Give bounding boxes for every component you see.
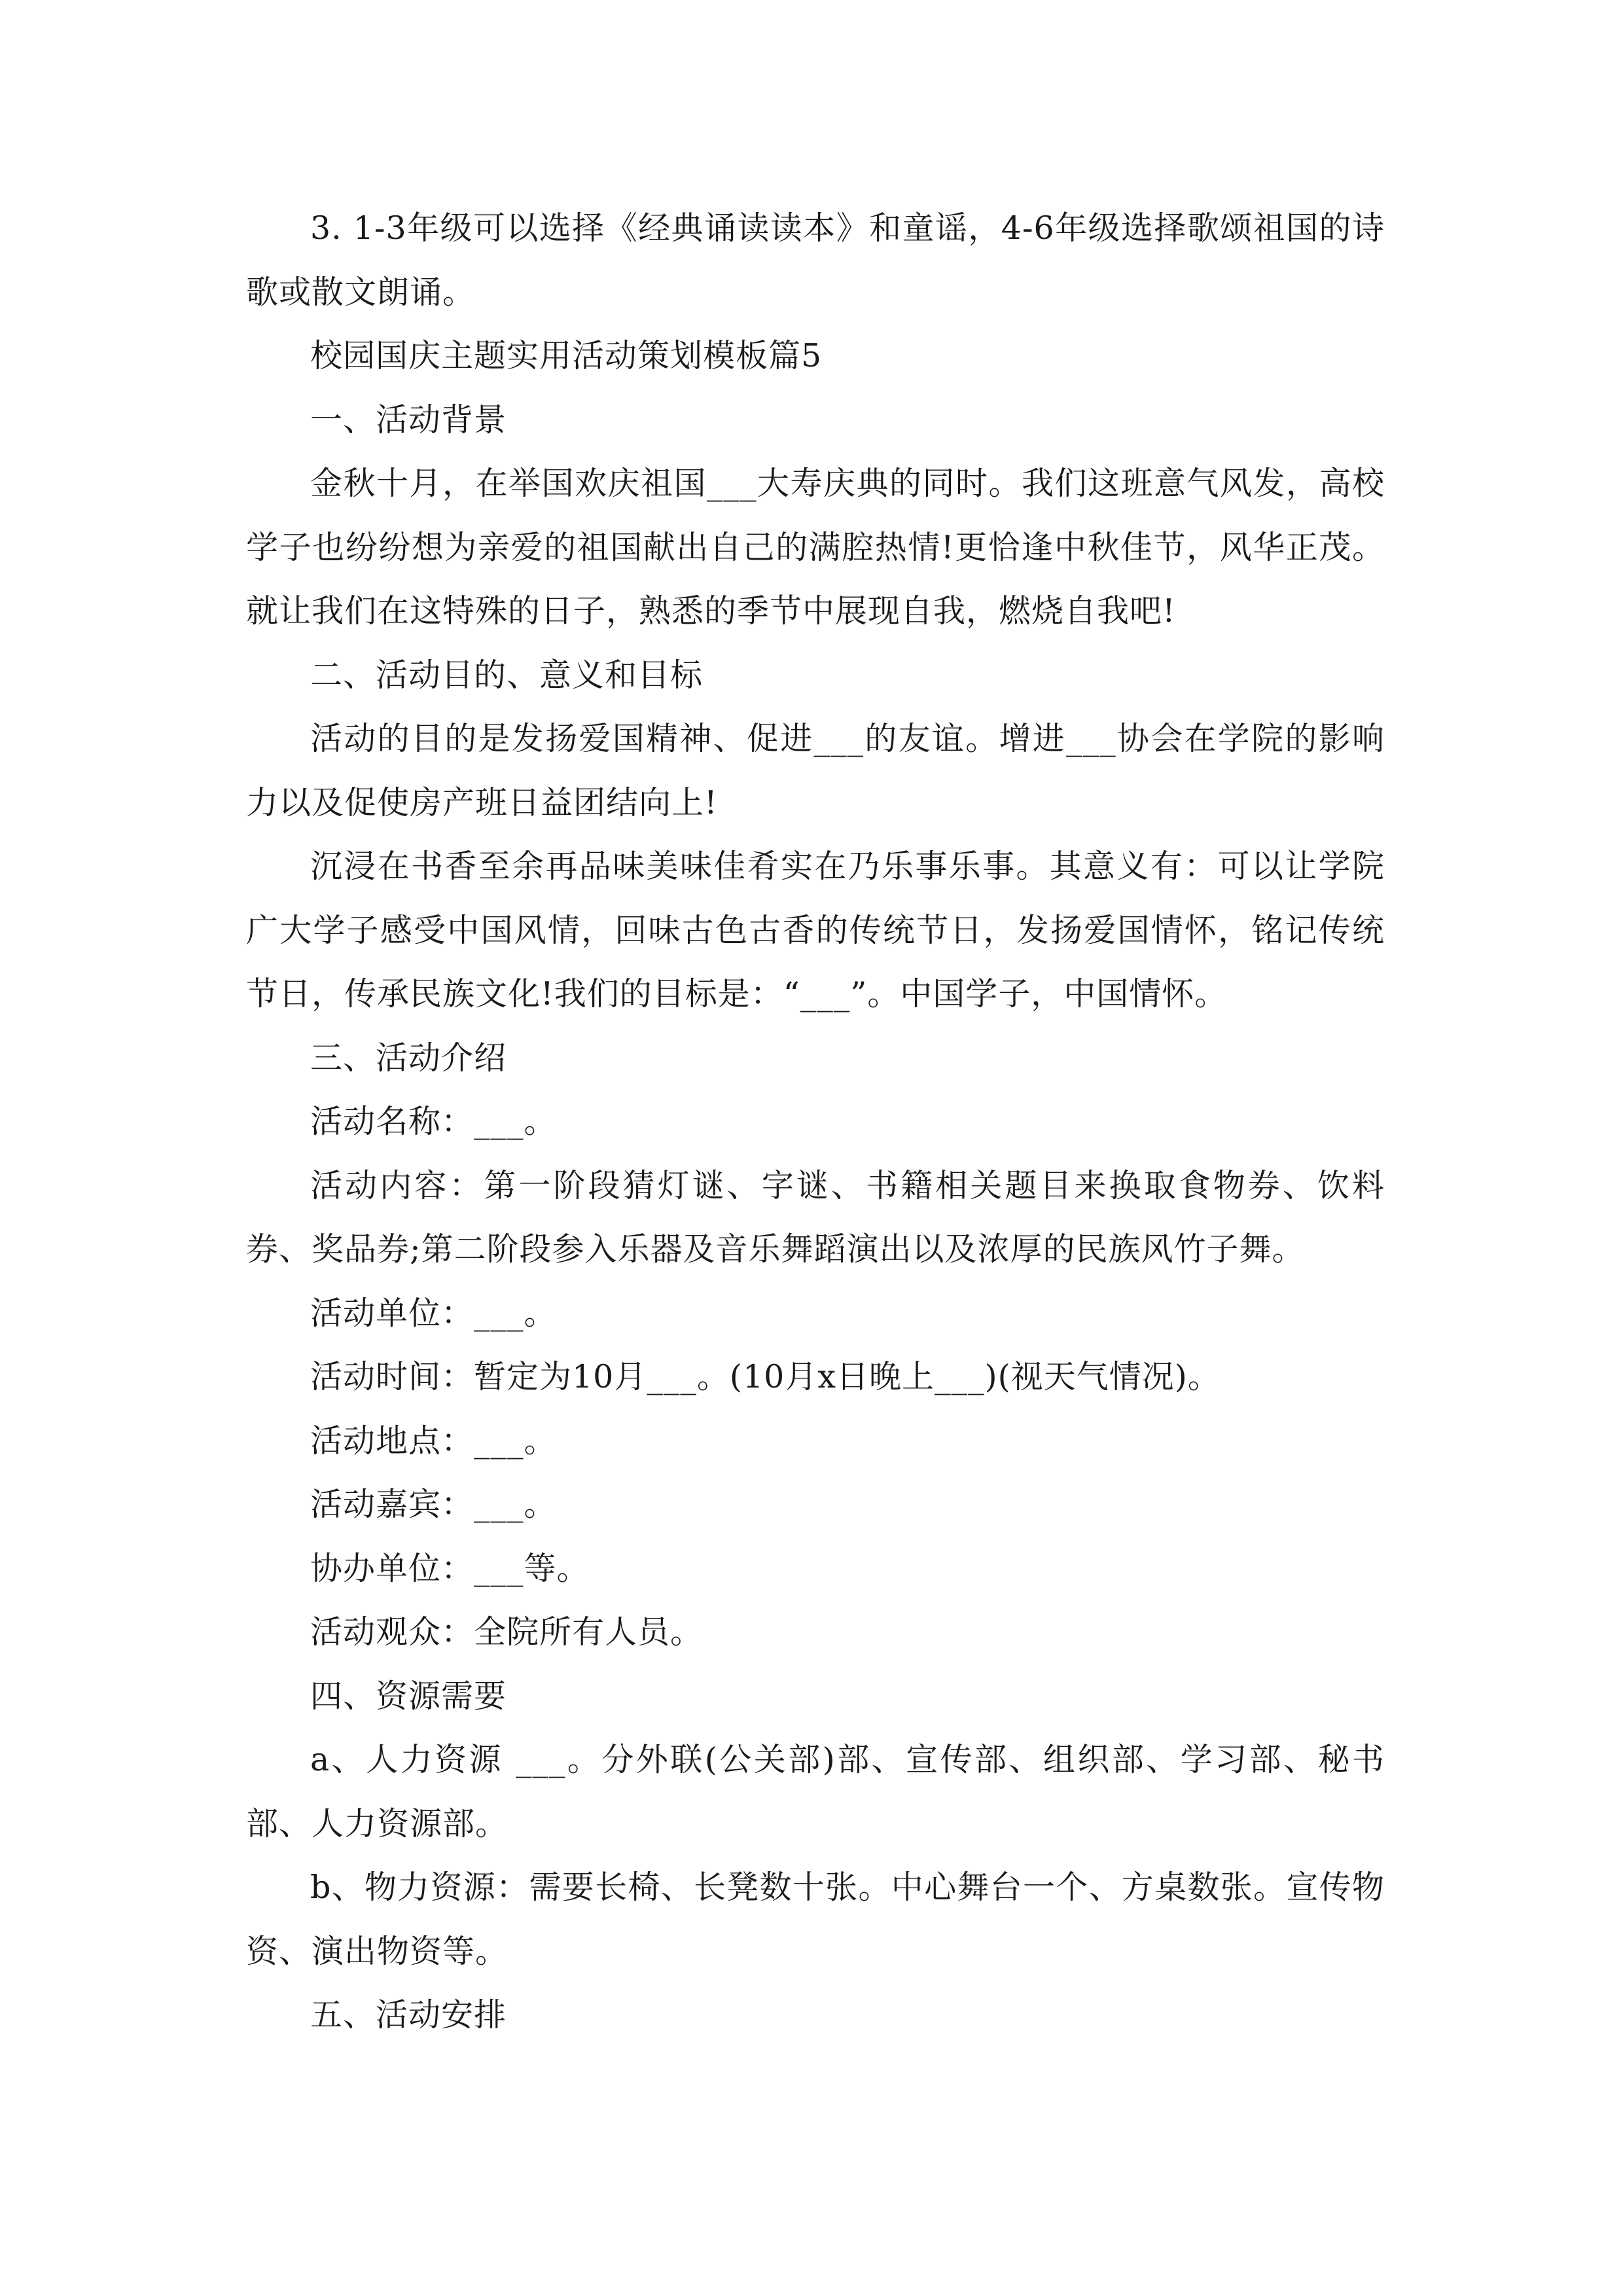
item-activity-time: 活动时间：暂定为10月___。(10月x日晚上___)(视天气情况)。: [310, 1358, 1221, 1395]
heading-resources: 四、资源需要: [310, 1677, 507, 1715]
paragraph-grade-reading: 3. 1-3年级可以选择《经典诵读读本》和童谣，4-6年级选择歌颂祖国的诗歌或散文朗诵。: [246, 209, 1385, 311]
item-human-resources: a、人力资源 ___。分外联(公关部)部、宣传部、组织部、学习部、秘书部、人力资源部。: [246, 1741, 1385, 1842]
item-activity-content: 活动内容：第一阶段猜灯谜、字谜、书籍相关题目来换取食物券、饮料券、奖品券;第二阶段参入乐器及音乐舞蹈演出以及浓厚的民族风竹子舞。: [246, 1166, 1385, 1268]
paragraph-background: 金秋十月，在举国欢庆祖国___大寿庆典的同时。我们这班意气风发，高校学子也纷纷想为亲爱的祖国献出自己的满腔热情!更恰逢中秋佳节，风华正茂。就让我们在这特殊的日子，熟悉的季节中展现自我，燃烧自我吧!: [246, 465, 1385, 630]
heading-arrangement: 五、活动安排: [310, 1996, 507, 2034]
paragraph-purpose: 活动的目的是发扬爱国精神、促进___的友谊。增进___协会在学院的影响力以及促使房产班日益团结向上!: [246, 720, 1385, 821]
item-material-resources: b、物力资源：需要长椅、长凳数十张。中心舞台一个、方桌数张。宣传物资、演出物资等。: [246, 1869, 1385, 1970]
heading-introduction: 三、活动介绍: [310, 1039, 507, 1077]
document-body: [246, 196, 1385, 2047]
heading-purpose: 二、活动目的、意义和目标: [310, 656, 704, 694]
item-activity-unit: 活动单位：___。: [310, 1294, 557, 1332]
item-co-organizer: 协办单位：___等。: [310, 1549, 590, 1587]
item-activity-guests: 活动嘉宾：___。: [310, 1486, 557, 1523]
heading-background: 一、活动背景: [310, 401, 507, 439]
item-activity-name: 活动名称：___。: [310, 1103, 557, 1140]
item-audience: 活动观众：全院所有人员。: [310, 1613, 704, 1651]
item-activity-location: 活动地点：___。: [310, 1422, 557, 1460]
section-title: 校园国庆主题实用活动策划模板篇5: [310, 337, 823, 374]
paragraph-significance: 沉浸在书香至余再品味美味佳肴实在乃乐事乐事。其意义有：可以让学院广大学子感受中国风情，回味古色古香的传统节日，发扬爱国情怀，铭记传统节日，传承民族文化!我们的目标是：“___”。中国学子，中国情怀。: [246, 848, 1385, 1013]
